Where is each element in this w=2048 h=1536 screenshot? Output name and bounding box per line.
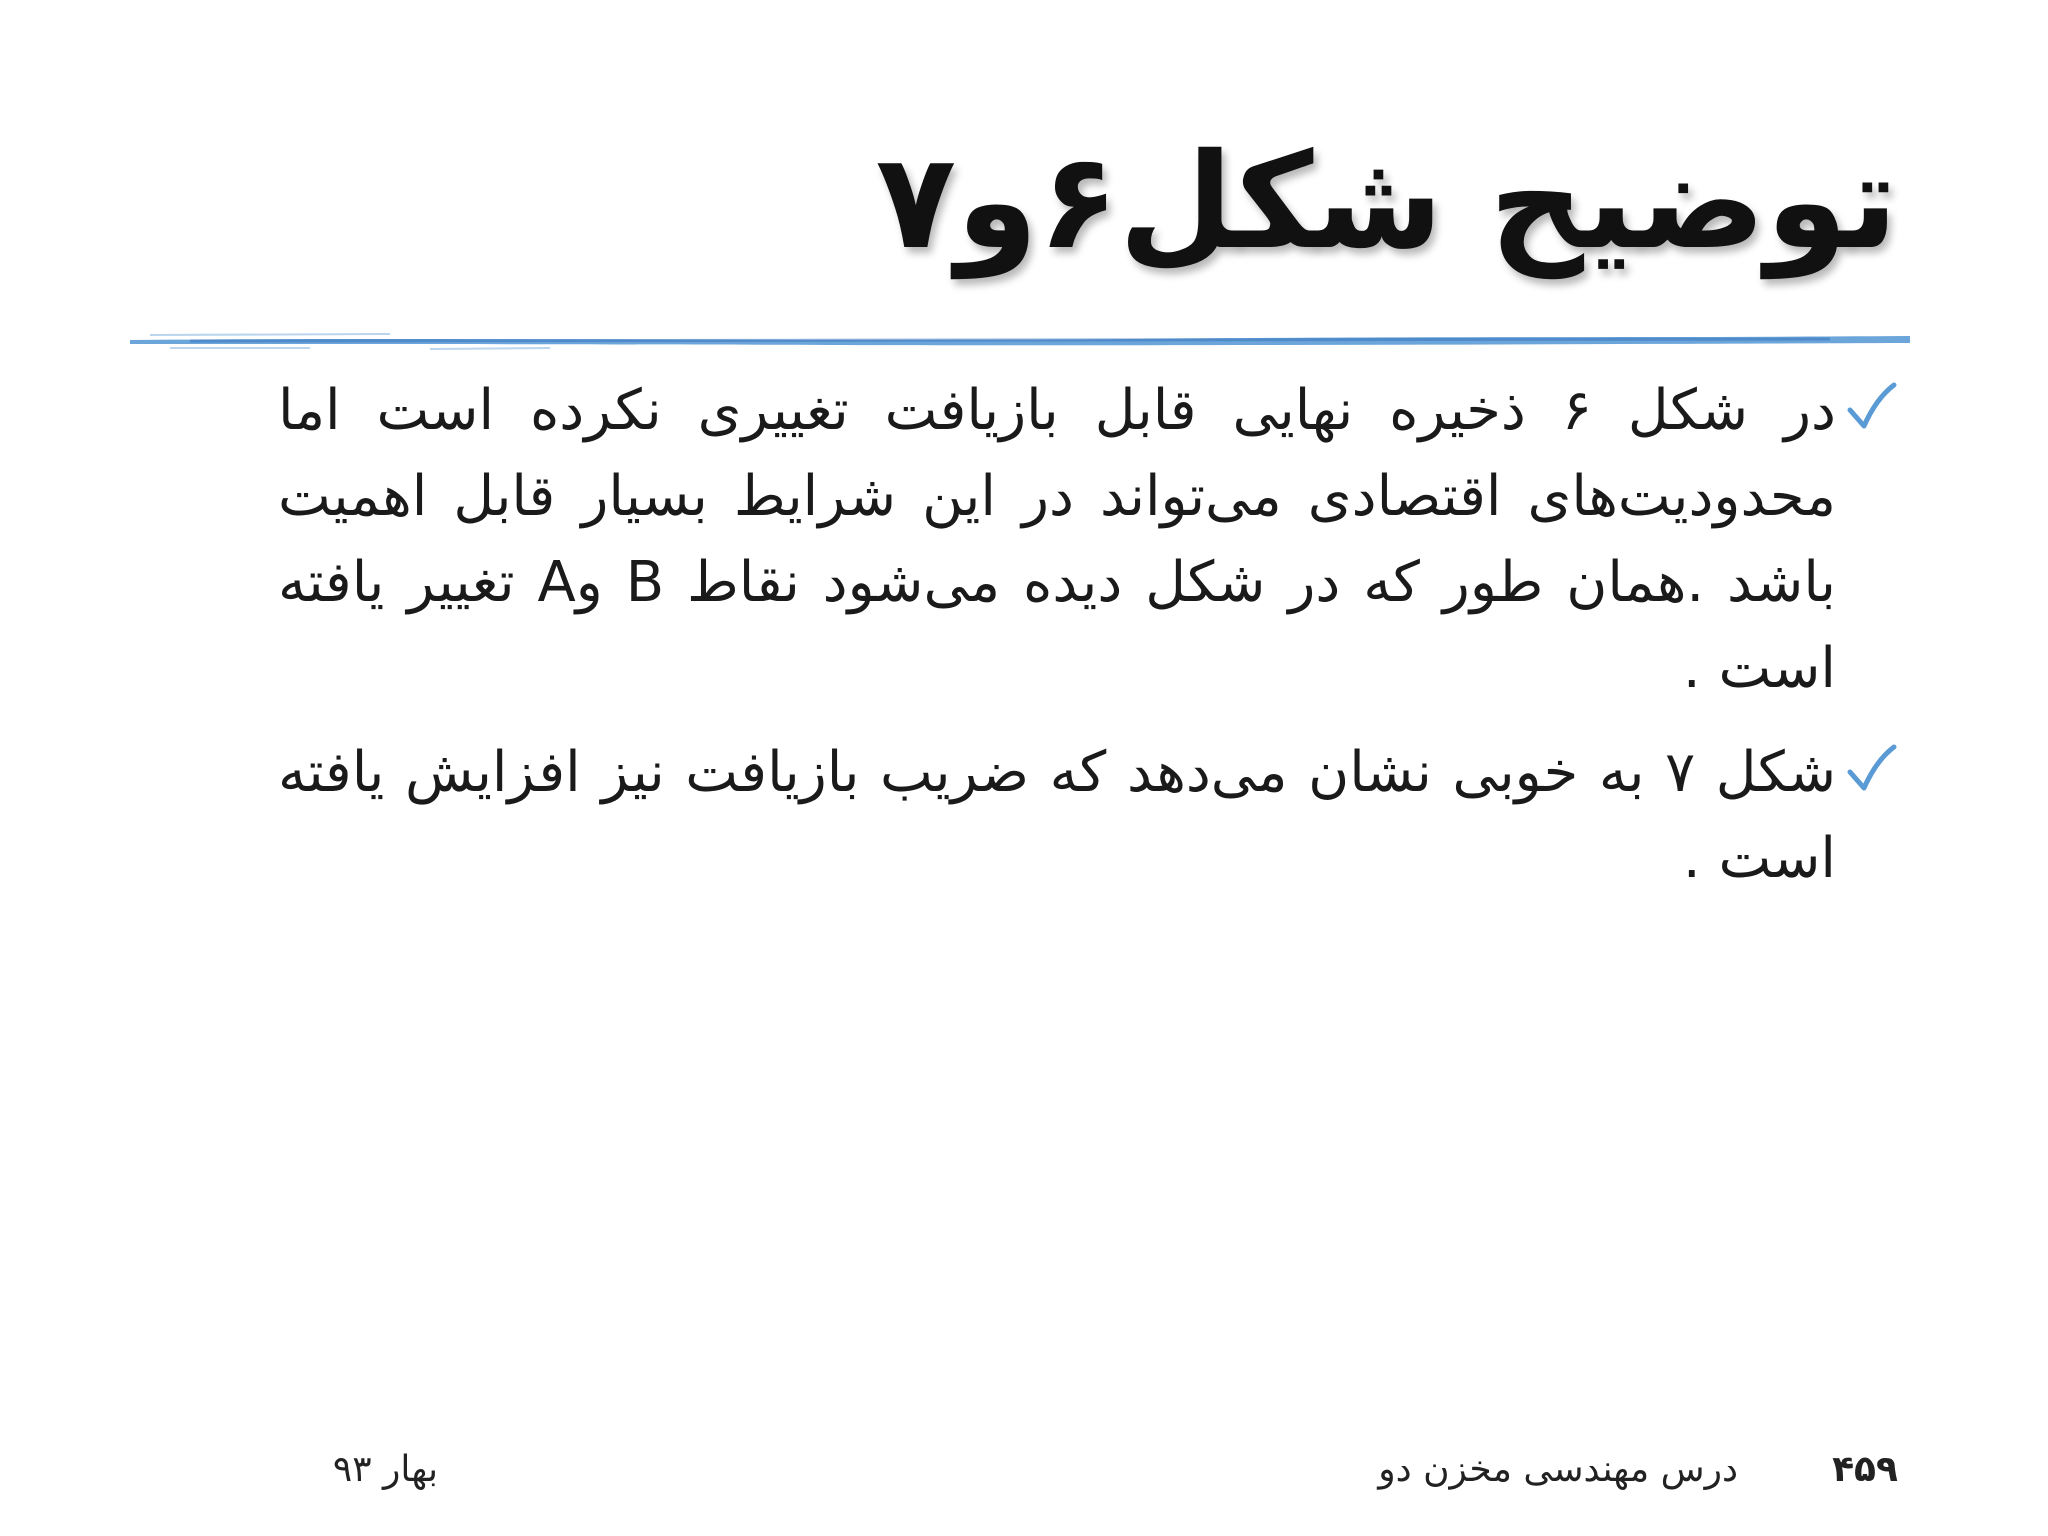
page-number: ۴۵۹ [1832, 1449, 1898, 1490]
footer-term: بهار ۹۳ [332, 1449, 438, 1490]
bullet-text-1: در شکل ۶ ذخیره نهایی قابل بازیافت تغییری نکرده است اما محدودیت‌های اقتصادی می‌تواند در این شرایط بسیار قابل اهمیت باشد .همان طور که در شکل دیده می‌شود نقاط B وA تغییر یافته است . [278, 378, 1837, 701]
slide-title: توضیح شکل۶و۷ [875, 125, 1898, 279]
check-icon [1844, 380, 1898, 434]
footer-course-title: درس مهندسی مخزن دو [1378, 1449, 1738, 1490]
bullet-text-2: شکل ۷ به خوبی نشان می‌دهد که ضریب بازیافت نیز افزایش یافته است . [278, 740, 1837, 891]
check-icon [1844, 742, 1898, 796]
slide-content [278, 368, 1898, 902]
bullet-item-2 [278, 730, 1898, 902]
title-underline [130, 328, 1910, 354]
bullet-item-1 [278, 368, 1898, 712]
